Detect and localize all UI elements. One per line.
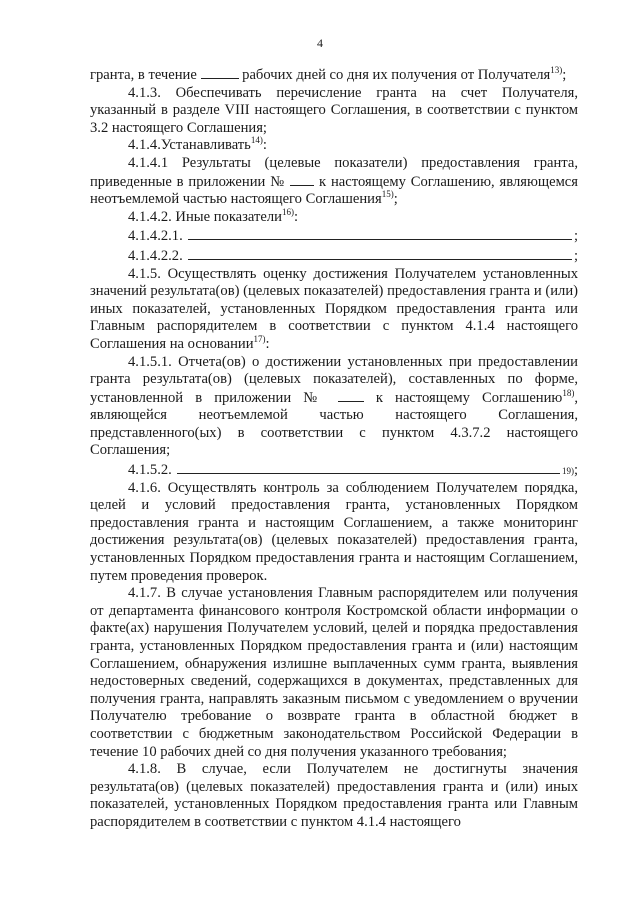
fill-line [188, 226, 572, 240]
page-number: 4 [317, 36, 323, 50]
paragraph-4-1-7: 4.1.7. В случае установления Главным распорядителем или получения от департамента финансового контроля Костромской области информации о факте(ах) нарушения Получателем условий, целей и порядка предоставления гранта, установленных Порядком предоставления гранта и (или) настоящим Соглашением, обнаружения излишне выплаченных сумм гранта, выявления недостоверных сведений, содержащихся в документах, представленных для получения гранта, направлять заказным письмом с уведомлением о вручении Получателю требование о возврате гранта в областной бюджет в соответствии с бюджетным законодательством Российской Федерации в течение 10 рабочих дней со дня получения указанного требования; [90, 585, 578, 760]
footnote-ref: 13) [550, 65, 563, 76]
fill-line [177, 460, 560, 474]
paragraph-4-1-4: 4.1.4.Устанавливать$^{14)}$: [128, 135, 267, 154]
paragraph-4-1-5-2: 4.1.5.2. 19) ; [128, 462, 578, 479]
footnote-ref: 17) [253, 334, 266, 345]
paragraph-4-1-5: 4.1.5. Осуществлять оценку достижения Получателем установленных значений результата(ов) (целевых показателей) предоставления гранта и (или) иных показателей, установленных Порядком предоставления гранта или Главным распорядителем в соответствии с пунктом 4.1.4 настоящего Соглашения на основании$^{17)}$: [90, 265, 578, 352]
paragraph-4-1-2-cont: гранта, в течение рабочих дней со дня их получения от Получателя$^{13)}$; [90, 65, 567, 83]
paragraph-4-1-6: 4.1.6. Осуществлять контроль за соблюдением Получателем порядка, целей и условий предоставления гранта, установленных Порядком предоставления гранта и настоящим Соглашением, а также мониторинг достижения результата(ов) (целевых показателей) предоставления гранта, установленных Порядком предоставления гранта и настоящим Соглашением, путем проведения проверок. [90, 479, 578, 584]
paragraph-4-1-4-2-2: 4.1.4.2.2. ; [128, 247, 578, 264]
paragraph-4-1-4-2-1: 4.1.4.2.1. ; [128, 228, 578, 245]
paragraph-4-1-3: 4.1.3. Обеспечивать перечисление гранта на счет Получателя, указанный в разделе VIII настоящего Соглашения, в соответствии с пунктом 3.2 настоящего Соглашения; [90, 84, 578, 136]
paragraph-4-1-8: 4.1.8. В случае, если Получателем не достигнуты значения результата(ов) (целевых показателей) предоставления гранта и (или) иных показателей, установленных Порядком предоставления гранта или Главным распорядителем в соответствии с пунктом 4.1.4 настоящего [90, 761, 578, 830]
blank-appendix [338, 389, 364, 402]
blank-days [201, 66, 239, 79]
paragraph-4-1-5-1: 4.1.5.1. Отчета(ов) о достижении установленных при предоставлении гранта результата(ов) (целевых показателей), составленных по форме, установленной в приложении № к настоящему Соглашению$^{18)}$, являющейся неотъемлемой частью настоящего Соглашения, представленного(ых) в соответствии с пунктом 4.3.7.2 настоящего Соглашения; [90, 353, 578, 459]
footnote-ref: 14) [250, 135, 263, 146]
footnote-ref: 18) [562, 387, 575, 398]
blank-appendix [290, 173, 314, 186]
fill-line [188, 246, 572, 260]
paragraph-4-1-4-2: 4.1.4.2. Иные показатели$^{16)}$: [128, 206, 299, 225]
paragraph-4-1-4-1: 4.1.4.1 Результаты (целевые показатели) предоставления гранта, приведенные в приложении № к настоящему Соглашению, являющемся неотъемлемой частью настоящего Соглашения$^{15)}$; [90, 154, 578, 208]
footnote-ref: 16) [281, 206, 294, 217]
footnote-ref: 15) [381, 189, 394, 200]
document-body [90, 66, 578, 832]
